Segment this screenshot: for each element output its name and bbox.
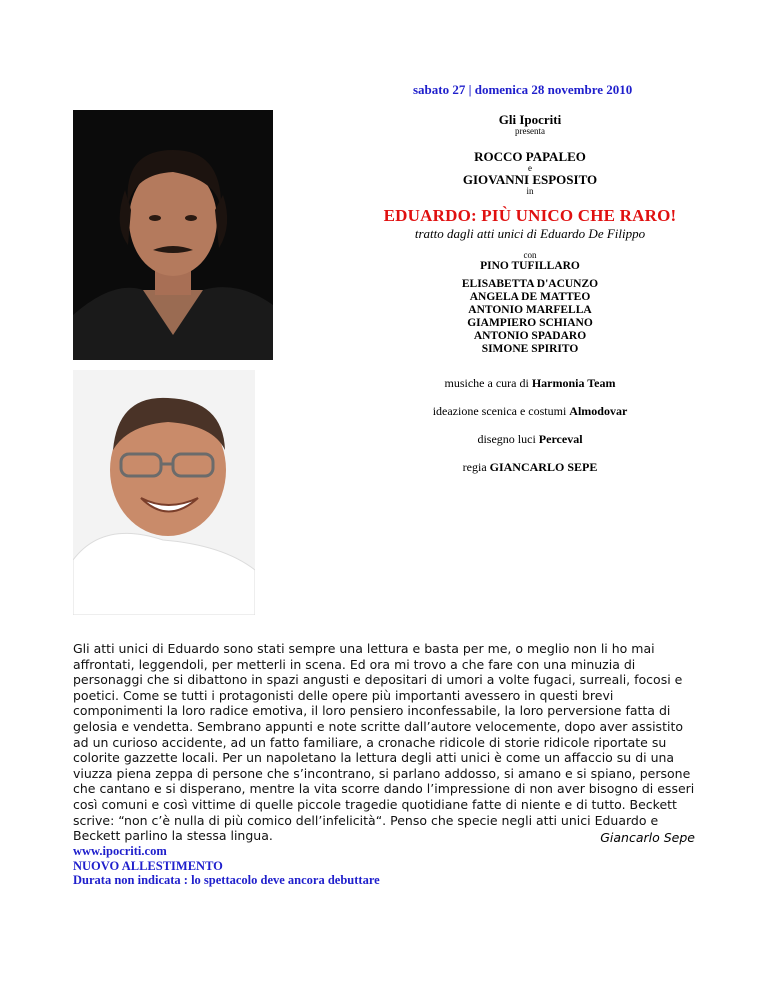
photo-rocco-papaleo — [73, 110, 273, 360]
lead-actor-2: GIOVANNI ESPOSITO — [462, 172, 598, 187]
event-date: sabato 27 | domenica 28 novembre 2010 — [413, 82, 633, 97]
lead-actor-1: ROCCO PAPALEO — [474, 149, 586, 164]
photo-giovanni-esposito — [73, 370, 255, 615]
production-note: NUOVO ALLESTIMENTO — [73, 858, 223, 873]
director-note-paragraph: Gli atti unici di Eduardo sono stati sempre una lettura e basta per me, o meglio non li ho mai affrontati, leggendoli, per metterli in scena. Ed ora mi trovo a che fare con una minuzia di personaggi che si dibattono in spazi angusti e depositari di umori a volte fugaci, surreali, focosi e poetici. Come se tutti i protagonisti delle opere più importanti avessero in questi brevi componimenti la loro radice emotiva, il loro pensiero inconfessabile, la loro perversione fatta di gelosia e vendetta. Sembrano appunti e note scritte dall’autore velocemente, dopo aver assistito ad un curioso accidente, ad un fatto familiare, a cronache ridicole di storie ridicole riportate su colorite gazzette locali. Per un napoletano la lettura degli atti unici è come un affaccio su di una viuzza piena zeppa di persone che s’incontrano, si parlano addosso, si amano e si spiano, persone che cantano e si disperano, mentre la vita scorre dando l’impressione di non aver bisogno di esseri così comuni e così vittime di quelle piccole tragedie quotidiane fatte di niente e di tutto. Beckett scrive: “non c’è nulla di più comico dell’infelicità“. Penso che specie negli atti unici Eduardo e Beckett parlino la stessa lingua. — [73, 641, 695, 844]
with-label: con — [523, 250, 537, 260]
credit-role: musiche a cura di — [444, 376, 529, 390]
show-title: EDUARDO: PIÙ UNICO CHE RARO! — [383, 206, 677, 225]
presents-label: presenta — [515, 126, 545, 136]
company-name: Gli Ipocriti — [498, 112, 562, 127]
website-link[interactable]: www.ipocriti.com — [73, 844, 167, 858]
duration-note: Durata non indicata : lo spettacolo deve ancora debuttare — [73, 873, 380, 887]
signature: Giancarlo Sepe — [600, 830, 695, 845]
cast-member: SIMONE SPIRITO — [481, 343, 579, 355]
credit-set-costumes — [370, 404, 690, 419]
cast-member: ANTONIO MARFELLA — [468, 304, 592, 316]
in-label: in — [526, 186, 534, 196]
conjunction-label: e — [528, 163, 532, 173]
credit-name: GIANCARLO SEPE — [489, 460, 598, 474]
show-subtitle: tratto dagli atti unici di Eduardo De Filippo — [414, 226, 646, 241]
credit-role: regia — [462, 460, 487, 474]
cast-featured: PINO TUFILLARO — [480, 260, 580, 272]
cast-member: ELISABETTA D'ACUNZO — [461, 278, 599, 290]
credit-music — [370, 376, 690, 391]
cast-member: ANTONIO SPADARO — [473, 330, 587, 342]
cast-member: GIAMPIERO SCHIANO — [467, 317, 593, 329]
credit-role: disegno luci — [477, 432, 536, 446]
cast-list — [370, 278, 690, 356]
credit-role: ideazione scenica e costumi — [432, 404, 567, 418]
cast-member: ANGELA DE MATTEO — [469, 291, 591, 303]
credit-lighting — [370, 432, 690, 447]
credit-name: Harmonia Team — [531, 376, 616, 390]
credit-name: Almodovar — [569, 404, 628, 418]
credit-name: Perceval — [538, 432, 583, 446]
credit-direction — [370, 460, 690, 475]
footer — [73, 844, 380, 888]
